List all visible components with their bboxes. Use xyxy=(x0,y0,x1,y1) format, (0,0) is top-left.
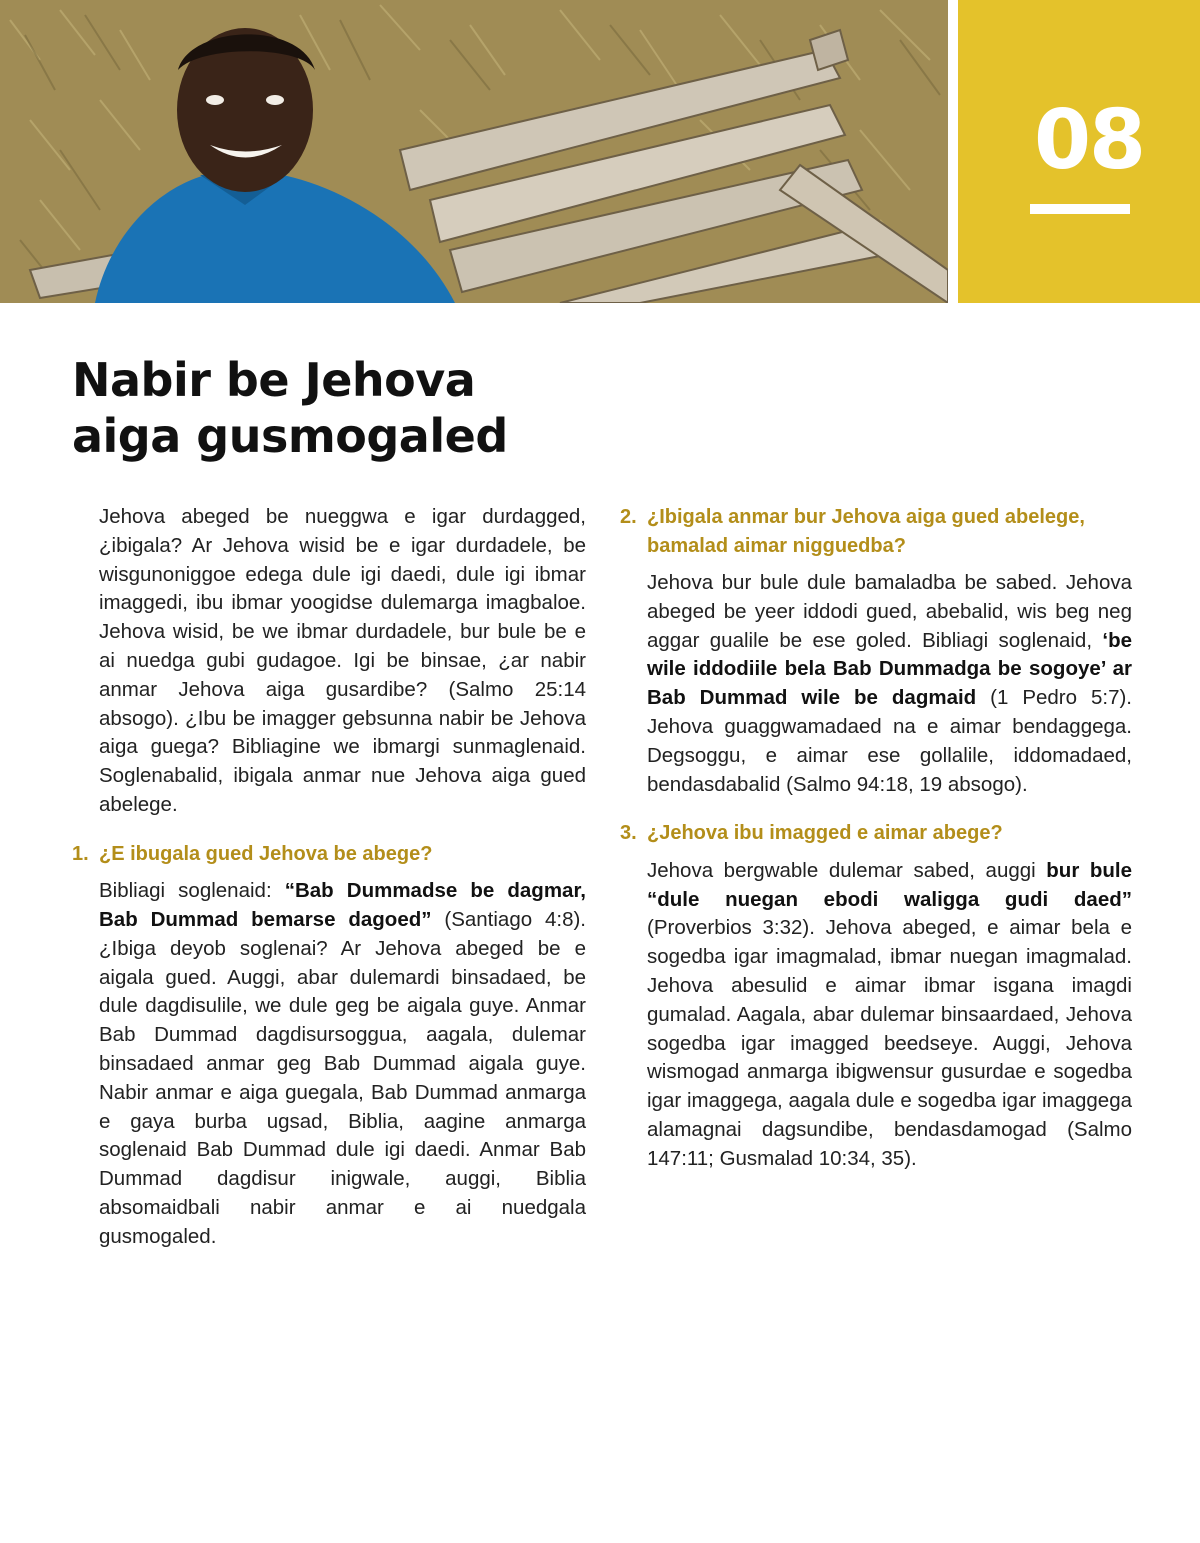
page-title-line-1: Nabir be Jehova xyxy=(72,353,476,407)
lesson-number: 08 xyxy=(1033,93,1145,188)
question-3-text: ¿Jehova ibu imagged e aimar abege? xyxy=(647,822,1003,845)
left-column xyxy=(72,503,586,1252)
answer-2 xyxy=(620,569,1132,799)
intro-paragraph: Jehova abeged be nueggwa e igar durdagged, ¿ibigala? Ar Jehova wisid be e igar durdadele, be wisgunoniggoe edega dule igi daedi, dule igi ibmar imaggedi, ibu ibmar yoogidse dulemarga imagbaloe. Jehova wisid, be we ibmar durdadele, bur bule be e ai nuedga gubi gudagoe. Igi be binsae, ¿ar nabir anmar Jehova aiga gusardibe? (Salmo 25:14 absogo). ¿Ibu be imagger gebsunna nabir be Jehova aiga guega? Bibliagine we ibmargi sunmaglenaid. Soglenabalid, ibigala anmar nue Jehova aiga gued abelege. xyxy=(99,505,586,816)
header-photo xyxy=(0,0,948,303)
answer-2-text-cont: (1 Pedro 5:7). Jehova guaggwamadaed na e aimar bendaggega. Degsoggu, e aimar ese gollalile, iddomadaed, bendasdabalid (Salmo 94:18, 19 absogo). xyxy=(647,686,1132,796)
question-3 xyxy=(620,819,1132,848)
question-2-text: ¿Ibigala anmar bur Jehova aiga gued abelege, bamalad aimar nigguedba? xyxy=(647,506,1085,557)
question-3-number: 3. xyxy=(620,822,637,845)
question-2 xyxy=(620,503,1132,560)
answer-1 xyxy=(72,877,586,1251)
page-title xyxy=(72,352,508,464)
answer-3 xyxy=(620,857,1132,1174)
badge-underline xyxy=(1030,204,1130,214)
question-1 xyxy=(72,840,586,869)
answer-1-scripture: “Bab Dummadse be dagmar, Bab Dummad bemarse dagoed” xyxy=(99,879,586,932)
lesson-number-badge xyxy=(958,0,1200,303)
question-2-number: 2. xyxy=(620,506,637,528)
man-on-bench-illustration xyxy=(0,0,948,303)
answer-3-text-cont: (Proverbios 3:32). Jehova abeged, e aimar bela e sogedba igar imagmalad, ibmar nuegan imagmalad. Jehova abesulid e aimar ibmar isgana imagdi gumalad. Aagala, abar dulemar binsaardaed, Jehova sogedba igar imagged beedseye. Auggi, Jehova wismogad anmarga ibigwensur gusurdae e sogedba igar imaggega, aagala dule e sogedba igar imaggega alamagnai dagsundibe, bendasdamogad (Salmo 147:11; Gusmalad 10:34, 35). xyxy=(647,916,1132,1170)
question-1-text: ¿E ibugala gued Jehova be abege? xyxy=(99,842,433,865)
answer-1-text: Bibliagi soglenaid: xyxy=(99,879,285,903)
answer-2-scripture: ‘be wile iddodiile bela Bab Dummadga be sogoye’ ar Bab Dummad wile be dagmaid xyxy=(647,628,1132,710)
answer-3-text: Jehova bergwable dulemar sabed, auggi xyxy=(647,858,1047,882)
answer-1-text-cont: (Santiago 4:8). ¿Ibiga deyob soglenai? Ar Jehova abeged be e aigala gued. Auggi, abar dulemardi binsadaed, be dule dagdisulile, we dule geg be aigala guye. Anmar Bab Dummad dagdisursoggua, aagala, dulemar binsadaed anmar geg Bab Dummad aigala guye. Nabir anmar e aiga guegala, Bab Dummad anmarga e gaya burba ugsad, Biblia, aagine anmarga soglenaid Bab Dummad dule igi daedi. Anmar Bab Dummad dagdisur inigwale, auggi, Biblia absomaidbali nabir anmar e ai nuedgala gusmogaled. xyxy=(99,908,586,1248)
question-1-number: 1. xyxy=(72,842,89,865)
page-title-line-2: aiga gusmogaled xyxy=(72,409,508,463)
answer-2-text: Jehova bur bule dule bamaladba be sabed. Jehova abeged be yeer iddodi gued, abebalid, wis beg neg aggar gualile be ese goled. Bibliagi soglenaid, xyxy=(647,571,1132,652)
right-column xyxy=(620,503,1132,1174)
answer-3-scripture: bur bule “dule nuegan ebodi waligga gudi daed” xyxy=(647,858,1133,911)
